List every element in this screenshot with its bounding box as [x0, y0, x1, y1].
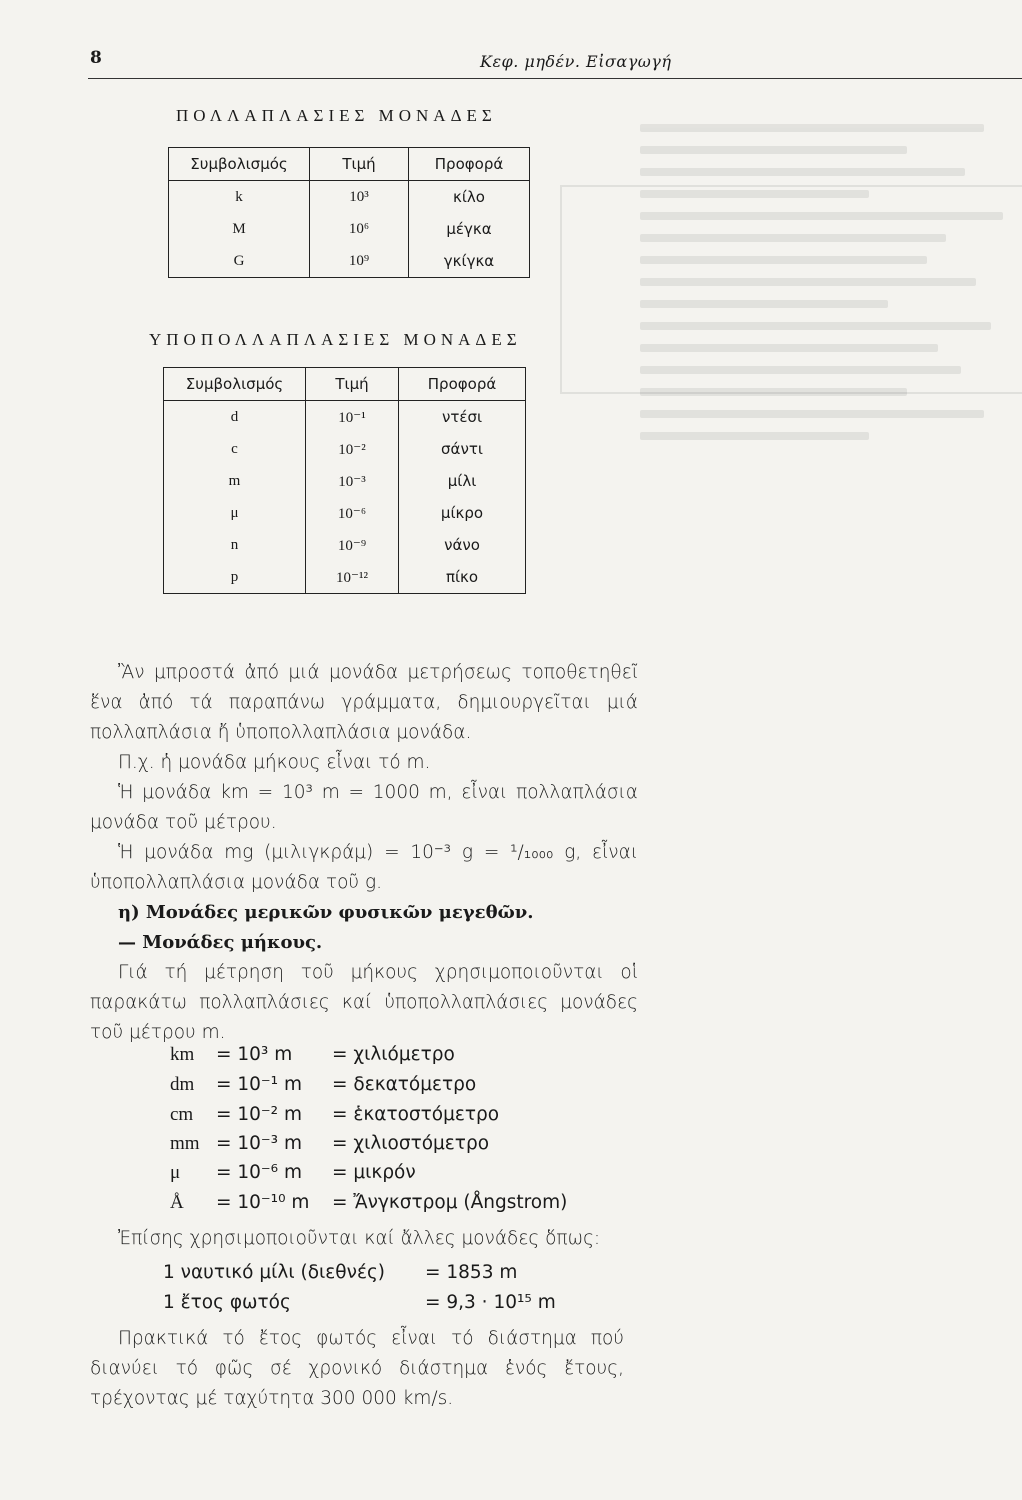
paragraph-light-year: [90, 1324, 624, 1414]
symbol-cell: μ: [164, 497, 306, 529]
page-number: 8: [90, 48, 102, 68]
table-row: [169, 245, 530, 278]
unit-equivalent: = 9,3 · 10¹⁵ m: [425, 1292, 556, 1313]
body-paragraph: [90, 658, 638, 1048]
pronunciation-cell: κίλο: [409, 181, 530, 214]
value-cell: 10³: [310, 181, 409, 214]
table-row: [169, 213, 530, 245]
paragraph-length-units: Γιά τή μέτρηση τοῦ μήκους χρησιμοποιοῦνται οἱ παρακάτω πολλαπλάσιες καί ὑποπολλαπλάσιες μονάδες τοῦ μέτρου m.: [90, 962, 638, 1043]
unit-description: 1 ἔτος φωτός: [163, 1292, 291, 1313]
unit-symbol: Å: [170, 1192, 184, 1213]
paragraph-light-year-text: Πρακτικά τό ἔτος φωτός εἶναι τό διάστημα πού διανύει τό φῶς σέ χρονικό διάστημα ἑνός ἔτους, τρέχοντας μέ ταχύτητα 300 000 km/s.: [90, 1328, 624, 1409]
value-cell: 10⁻²: [306, 433, 399, 465]
section-heading: η) Μονάδες μερικῶν φυσικῶν μεγεθῶν.: [118, 902, 534, 923]
unit-symbol: km: [170, 1044, 195, 1065]
unit-value: = 10⁻¹ m: [216, 1074, 303, 1095]
symbol-cell: k: [169, 181, 310, 214]
paragraph-other-units-text: Ἐπίσης χρησιμοποιοῦνται καί ἄλλες μονάδες ὅπως:: [118, 1228, 601, 1249]
unit-name: = δεκατόμετρο: [332, 1074, 477, 1095]
column-header: Συμβολισμός: [169, 148, 310, 181]
paragraph-prefix-explanation: Ἂν μπροστά ἀπό μιά μονάδα μετρήσεως τοποθετηθεῖ ἕνα ἀπό τά παραπάνω γράμματα, δημιουργεῖται μιά πολλαπλάσια ἤ ὑποπολλαπλάσια μονάδα.: [90, 662, 638, 743]
paragraph-mg-example: Ἡ μονάδα mg (μιλιγκράμ) = 10⁻³ g = ¹/₁₀₀₀ g, εἶναι ὑποπολλαπλάσια μονάδα τοῦ g.: [90, 842, 638, 893]
table-header-row: [169, 148, 530, 181]
value-cell: 10⁻⁶: [306, 497, 399, 529]
submultiples-title: ΥΠΟΠΟΛΛΑΠΛΑΣΙΕΣ ΜΟΝΑΔΕΣ: [149, 330, 522, 349]
unit-symbol: dm: [170, 1074, 195, 1095]
unit-description: 1 ναυτικό μίλι (διεθνές): [163, 1262, 386, 1283]
running-head: Κεφ. μηδέν. Εἰσαγωγή: [480, 52, 672, 71]
table-row: [164, 433, 526, 465]
symbol-cell: m: [164, 465, 306, 497]
pronunciation-cell: μέγκα: [409, 213, 530, 245]
bleed-through-text: [640, 110, 1022, 750]
pronunciation-cell: γκίγκα: [409, 245, 530, 278]
pronunciation-cell: μίκρο: [399, 497, 526, 529]
unit-value: = 10⁻³ m: [216, 1133, 303, 1154]
multiples-title: ΠΟΛΛΑΠΛΑΣΙΕΣ ΜΟΝΑΔΕΣ: [176, 106, 497, 125]
value-cell: 10⁶: [310, 213, 409, 245]
unit-name: = Ἄνγκστρομ (Ångstrom): [332, 1192, 568, 1213]
unit-value: = 10⁻⁶ m: [216, 1162, 303, 1183]
table-row: [164, 561, 526, 594]
table-row: [164, 497, 526, 529]
paragraph-example: Π.χ. ἡ μονάδα μήκους εἶναι τό m.: [118, 752, 431, 773]
pronunciation-cell: νάνο: [399, 529, 526, 561]
value-cell: 10⁻⁹: [306, 529, 399, 561]
table-row: [164, 529, 526, 561]
unit-name: = χιλιόμετρο: [332, 1044, 455, 1065]
symbol-cell: n: [164, 529, 306, 561]
value-cell: 10⁹: [310, 245, 409, 278]
unit-symbol: cm: [170, 1104, 194, 1125]
symbol-cell: c: [164, 433, 306, 465]
unit-value: = 10⁻² m: [216, 1104, 303, 1125]
pronunciation-cell: μίλι: [399, 465, 526, 497]
table-row: [164, 465, 526, 497]
value-cell: 10⁻¹²: [306, 561, 399, 594]
value-cell: 10⁻¹: [306, 401, 399, 434]
value-cell: 10⁻³: [306, 465, 399, 497]
unit-symbol: mm: [170, 1133, 200, 1154]
multiples-table: [168, 147, 530, 278]
unit-name: = χιλιοστόμετρο: [332, 1133, 490, 1154]
column-header: Συμβολισμός: [164, 368, 306, 401]
symbol-cell: p: [164, 561, 306, 594]
unit-value: = 10³ m: [216, 1044, 293, 1065]
pronunciation-cell: σάντι: [399, 433, 526, 465]
page-header: [88, 44, 1022, 79]
paragraph-km-example: Ἡ μονάδα km = 10³ m = 1000 m, εἶναι πολλαπλάσια μονάδα τοῦ μέτρου.: [90, 782, 638, 833]
unit-symbol: μ: [170, 1162, 181, 1183]
table-row: [164, 401, 526, 434]
unit-value: = 10⁻¹⁰ m: [216, 1192, 310, 1213]
pronunciation-cell: πίκο: [399, 561, 526, 594]
pronunciation-cell: ντέσι: [399, 401, 526, 434]
column-header: Τιμή: [310, 148, 409, 181]
column-header: Τιμή: [306, 368, 399, 401]
symbol-cell: d: [164, 401, 306, 434]
symbol-cell: M: [169, 213, 310, 245]
symbol-cell: G: [169, 245, 310, 278]
table-row: [169, 181, 530, 214]
column-header: Προφορά: [409, 148, 530, 181]
submultiples-table: [163, 367, 526, 594]
unit-name: = μικρόν: [332, 1162, 416, 1183]
unit-name: = ἑκατοστόμετρο: [332, 1104, 500, 1125]
column-header: Προφορά: [399, 368, 526, 401]
unit-equivalent: = 1853 m: [425, 1262, 518, 1283]
paragraph-other-units: [90, 1224, 638, 1254]
subsection-heading: — Μονάδες μήκους.: [118, 932, 323, 953]
table-header-row: [164, 368, 526, 401]
